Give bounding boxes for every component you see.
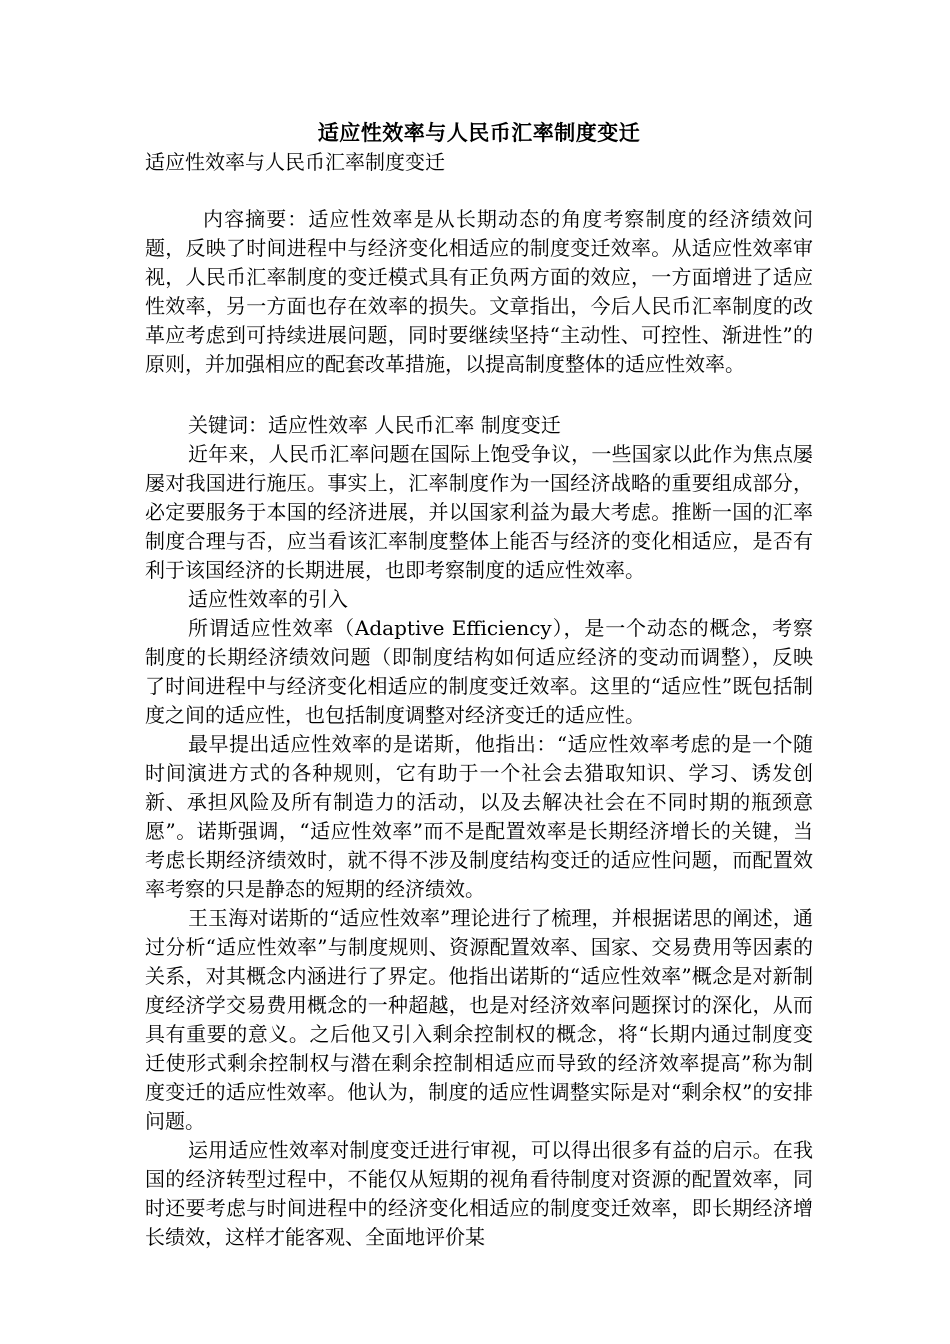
body-paragraph-3: 最早提出适应性效率的是诺斯，他指出：“适应性效率考虑的是一个随时间演进方式的各种规则，它有助于一个社会去猎取知识、学习、诱发创新、承担风险及所有制造力的活动，以及去解决社会在不同时期的瓶颈意愿”。诺斯强调，“适应性效率”而不是配置效率是长期经济增长的关键，当考虑长期经济绩效时，就不得不涉及制度结构变迁的适应性问题，而配置效率考察的只是静态的短期的经济绩效。 — [145, 732, 813, 901]
keywords-line: 关键词：适应性效率 人民币汇率 制度变迁 — [188, 413, 561, 437]
body-paragraph-5: 运用适应性效率对制度变迁进行审视，可以得出很多有益的启示。在我国的经济转型过程中，不能仅从短期的视角看待制度对资源的配置效率，同时还要考虑与时间进程中的经济变化相适应的制度变迁效率，即长期经济增长绩效，这样才能客观、全面地评价某 — [145, 1138, 813, 1249]
abstract-paragraph: 内容摘要：适应性效率是从长期动态的角度考察制度的经济绩效问题，反映了时间进程中与经济变化相适应的制度变迁效率。从适应性效率审视，人民币汇率制度的变迁模式具有正负两方面的效应，一方面增进了适应性效率，另一方面也存在效率的损失。文章指出，今后人民币汇率制度的改革应考虑到可持续进展问题，同时要继续坚持“主动性、可控性、渐进性”的原则，并加强相应的配套改革措施，以提高制度整体的适应性效率。 — [145, 207, 813, 376]
body-paragraph-4: 王玉海对诺斯的“适应性效率”理论进行了梳理，并根据诺思的阐述，通过分析“适应性效率”与制度规则、资源配置效率、国家、交易费用等因素的关系，对其概念内涵进行了界定。他指出诺斯的“适应性效率”概念是对新制度经济学交易费用概念的一种超越，也是对经济效率问题探讨的深化，从而具有重要的意义。之后他又引入剩余控制权的概念，将“长期内通过制度变迁使形式剩余控制权与潜在剩余控制相适应而导致的经济效率提高”称为制度变迁的适应性效率。他认为，制度的适应性调整实际是对“剩余权”的安排问题。 — [145, 906, 813, 1133]
section-heading-introduction: 适应性效率的引入 — [188, 587, 348, 611]
document-body — [145, 118, 813, 1252]
document-subtitle: 适应性效率与人民币汇率制度变迁 — [145, 150, 445, 174]
body-paragraph-1: 近年来，人民币汇率问题在国际上饱受争议，一些国家以此作为焦点屡屡对我国进行施压。事实上，汇率制度作为一国经济战略的重要组成部分，必定要服务于本国的经济进展，并以国家利益为最大考虑。推断一国的汇率制度合理与否，应当看该汇率制度整体上能否与经济的变化相适应，是否有利于该国经济的长期进展，也即考察制度的适应性效率。 — [145, 442, 813, 582]
document-title: 适应性效率与人民币汇率制度变迁 — [317, 120, 641, 145]
body-paragraph-2: 所谓适应性效率（Adaptive Efficiency），是一个动态的概念，考察制度的长期经济绩效问题（即制度结构如何适应经济的变动而调整），反映了时间进程中与经济变化相适应的制度变迁效率。这里的“适应性”既包括制度之间的适应性，也包括制度调整对经济变迁的适应性。 — [145, 616, 813, 727]
